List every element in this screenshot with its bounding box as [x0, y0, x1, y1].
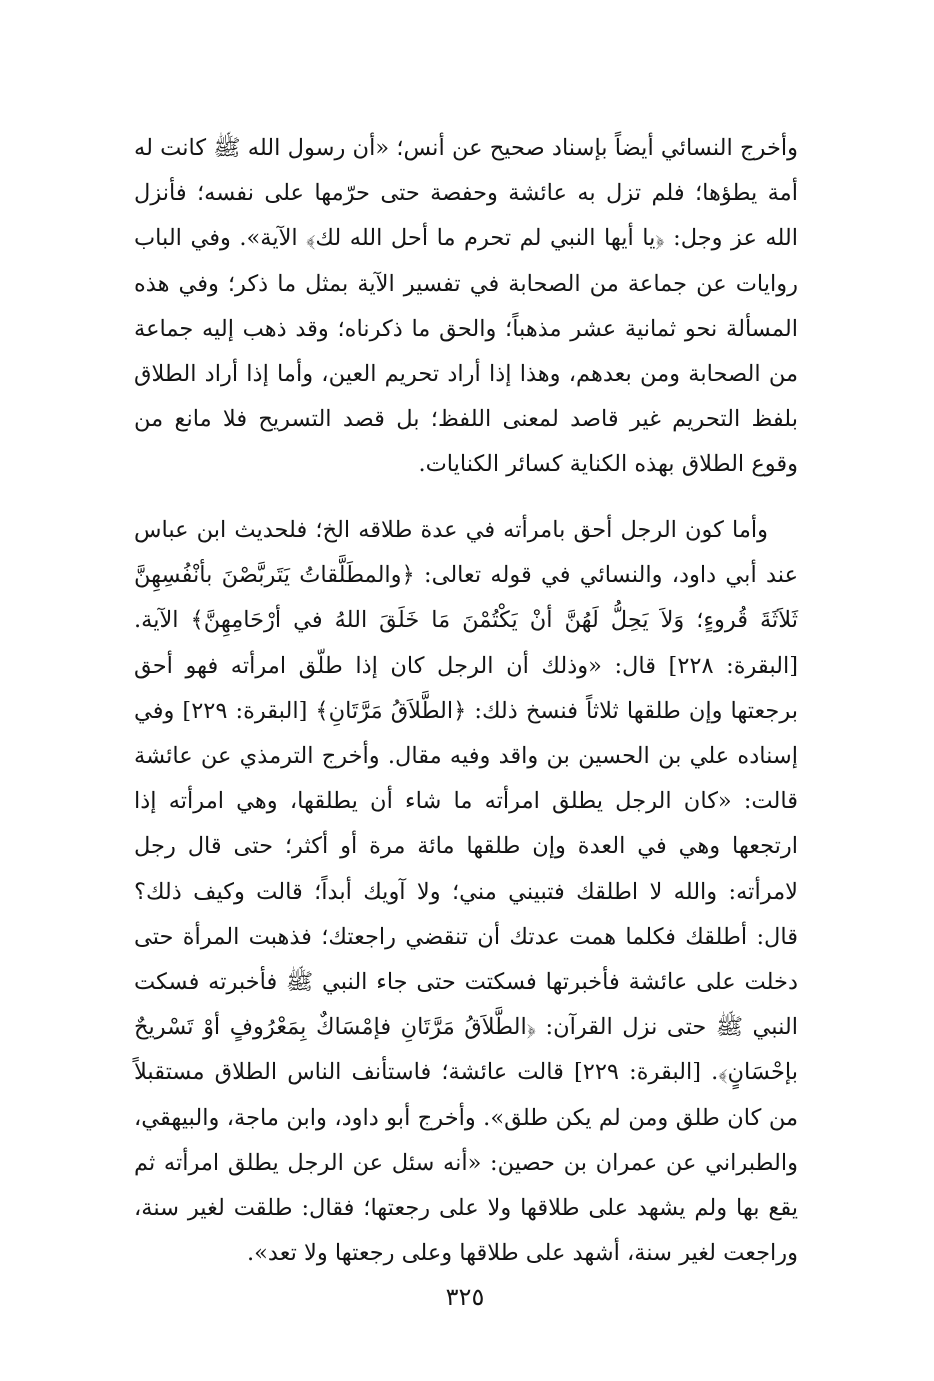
page-number: ٣٢٥ — [445, 1283, 485, 1311]
paragraph-2: وأما كون الرجل أحق بامرأته في عدة طلاقه الخ؛ فلحديث ابن عباس عند أبي داود، والنسائي في قوله تعالى: ﴿والمطَلَّقاتُ يَتَربَّصْنَ بأنْفُسِهِنَّ ثَلاَثَةَ قُروءٍ؛ وَلاَ يَحِلُّ لَهُنَّ أنْ يَكْتُمْنَ مَا خَلَقَ اللهُ في أرْحَامِهِنَّ﴾ الآية. [البقرة: ٢٢٨] قال: «وذلك أن الرجل كان إذا طلّق امرأته فهو أحق برجعتها وإن طلقها ثلاثاً فنسخ ذلك: ﴿الطَّلاَقُ مَرَّتَانِ﴾ [البقرة: ٢٢٩] وفي إسناده علي بن الحسين بن واقد وفيه مقال. وأخرج الترمذي عن عائشة قالت: «كان الرجل يطلق امرأته ما شاء أن يطلقها، وهي امرأته إذا ارتجعها وهي في العدة وإن طلقها مائة مرة أو أكثر؛ حتى قال رجل لامرأته: والله لا اطلقك فتبيني مني؛ ولا آويك أبداً؛ قالت وكيف ذلك؟ قال: أطلقك فكلما همت عدتك أن تنقضي راجعتك؛ فذهبت المرأة حتى دخلت على عائشة فأخبرتها فسكتت حتى جاء النبي ﷺ فأخبرته فسكت النبي ﷺ حتى نزل القرآن: ﴿الطَّلاَقُ مَرَّتَانِ فإمْسَاكٌ بِمَعْرُوفٍ أوْ تَسْريحٌ بإحْسَانٍ﴾. [البقرة: ٢٢٩] قالت عائشة؛ فاستأنف الناس الطلاق مستقبلاً من كان طلق ومن لم يكن طلق». وأخرج أبو داود، وابن ماجة، والبيهقي، والطبراني عن عمران بن حصين: «أنه سئل عن الرجل يطلق امرأته ثم يقع بها ولم يشهد على طلاقها ولا على رجعتها؛ فقال: طلقت لغير سنة، وراجعت لغير سنة، أشهد على طلاقها وعلى رجعتها ولا تعد». — [134, 517, 799, 1267]
paragraph-1: وأخرج النسائي أيضاً بإسناد صحيح عن أنس؛ «أن رسول الله ﷺ كانت له أمة يطؤها؛ فلم تزل به عائشة وحفصة حتى حرّمها على نفسه؛ فأنزل الله عز وجل: ﴿يا أيها النبي لم تحرم ما أحل الله لك﴾ الآية». وفي الباب روايات عن جماعة من الصحابة في تفسير الآية بمثل ما ذكر؛ وفي هذه المسألة نحو ثمانية عشر مذهباً؛ والحق ما ذكرناه؛ وقد ذهب إليه جماعة من الصحابة ومن بعدهم، وهذا إذا أراد تحريم العين، وأما إذا أراد الطلاق بلفظ التحريم غير قاصد لمعنى اللفظ؛ بل قصد التسريح فلا مانع من وقوع الطلاق بهذه الكناية كسائر الكنايات. — [134, 135, 798, 478]
